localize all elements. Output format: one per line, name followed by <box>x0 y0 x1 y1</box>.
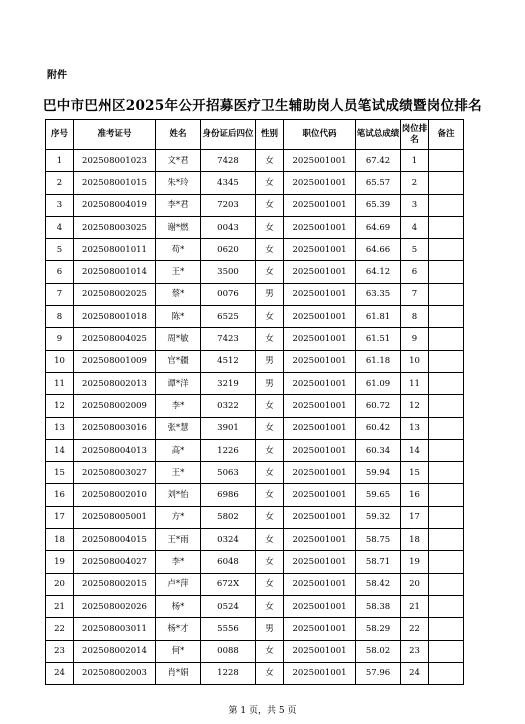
cell-exam-number: 202508002003 <box>74 662 156 684</box>
cell-remarks <box>429 573 464 595</box>
cell-exam-number: 202508001009 <box>74 350 156 372</box>
header-exam-number: 准考证号 <box>74 120 156 150</box>
cell-total-score: 59.94 <box>356 462 401 484</box>
table-row <box>46 216 464 238</box>
table-row <box>46 595 464 617</box>
cell-position-code: 2025001001 <box>284 529 356 551</box>
cell-position-rank: 22 <box>401 618 429 640</box>
cell-name: 刘*怡 <box>156 484 201 506</box>
cell-id-last-four: 7203 <box>201 194 256 216</box>
cell-exam-number: 202508004015 <box>74 529 156 551</box>
header-total-score: 笔试总成绩 <box>356 120 401 150</box>
cell-id-last-four: 4345 <box>201 172 256 194</box>
cell-name: 周*敏 <box>156 328 201 350</box>
cell-position-rank: 12 <box>401 395 429 417</box>
cell-position-rank: 6 <box>401 261 429 283</box>
cell-seq: 17 <box>46 506 74 528</box>
cell-position-rank: 7 <box>401 283 429 305</box>
cell-exam-number: 202508002015 <box>74 573 156 595</box>
cell-seq: 14 <box>46 439 74 461</box>
cell-remarks <box>429 194 464 216</box>
cell-gender: 女 <box>256 529 284 551</box>
cell-position-code: 2025001001 <box>284 662 356 684</box>
cell-total-score: 60.72 <box>356 395 401 417</box>
cell-exam-number: 202508001023 <box>74 150 156 172</box>
cell-gender: 女 <box>256 328 284 350</box>
cell-position-rank: 19 <box>401 551 429 573</box>
cell-name: 肖*娟 <box>156 662 201 684</box>
cell-name: 苟* <box>156 239 201 261</box>
cell-position-code: 2025001001 <box>284 194 356 216</box>
cell-remarks <box>429 328 464 350</box>
cell-position-code: 2025001001 <box>284 618 356 640</box>
cell-id-last-four: 3500 <box>201 261 256 283</box>
cell-remarks <box>429 595 464 617</box>
cell-total-score: 58.38 <box>356 595 401 617</box>
cell-gender: 女 <box>256 439 284 461</box>
cell-remarks <box>429 618 464 640</box>
cell-gender: 女 <box>256 484 284 506</box>
cell-position-code: 2025001001 <box>284 595 356 617</box>
cell-name: 高* <box>156 439 201 461</box>
cell-total-score: 58.42 <box>356 573 401 595</box>
cell-name: 杨*才 <box>156 618 201 640</box>
cell-position-code: 2025001001 <box>284 328 356 350</box>
cell-position-rank: 21 <box>401 595 429 617</box>
cell-total-score: 60.34 <box>356 439 401 461</box>
document-title: 巴中市巴州区2025年公开招募医疗卫生辅助岗人员笔试成绩暨岗位排名 <box>43 98 482 114</box>
cell-seq: 6 <box>46 261 74 283</box>
cell-position-rank: 14 <box>401 439 429 461</box>
cell-position-rank: 2 <box>401 172 429 194</box>
table-row <box>46 350 464 372</box>
cell-position-rank: 13 <box>401 417 429 439</box>
table-row <box>46 239 464 261</box>
cell-remarks <box>429 172 464 194</box>
cell-name: 王* <box>156 462 201 484</box>
table-row <box>46 640 464 662</box>
cell-position-rank: 10 <box>401 350 429 372</box>
cell-position-code: 2025001001 <box>284 417 356 439</box>
cell-seq: 9 <box>46 328 74 350</box>
table-row <box>46 150 464 172</box>
cell-total-score: 60.42 <box>356 417 401 439</box>
cell-id-last-four: 6048 <box>201 551 256 573</box>
cell-remarks <box>429 529 464 551</box>
cell-seq: 13 <box>46 417 74 439</box>
cell-position-rank: 8 <box>401 306 429 328</box>
cell-total-score: 61.81 <box>356 306 401 328</box>
cell-seq: 16 <box>46 484 74 506</box>
table-header-row <box>46 120 464 150</box>
cell-name: 官*疆 <box>156 350 201 372</box>
cell-seq: 12 <box>46 395 74 417</box>
cell-name: 卢*萍 <box>156 573 201 595</box>
table-row <box>46 662 464 684</box>
cell-exam-number: 202508003025 <box>74 216 156 238</box>
cell-total-score: 63.35 <box>356 283 401 305</box>
cell-position-code: 2025001001 <box>284 150 356 172</box>
cell-gender: 女 <box>256 417 284 439</box>
cell-gender: 女 <box>256 261 284 283</box>
header-position-rank: 岗位排名 <box>401 120 429 150</box>
cell-seq: 15 <box>46 462 74 484</box>
cell-position-code: 2025001001 <box>284 551 356 573</box>
cell-id-last-four: 4512 <box>201 350 256 372</box>
cell-id-last-four: 0324 <box>201 529 256 551</box>
cell-remarks <box>429 283 464 305</box>
cell-total-score: 67.42 <box>356 150 401 172</box>
cell-gender: 女 <box>256 640 284 662</box>
cell-total-score: 65.57 <box>356 172 401 194</box>
cell-position-rank: 11 <box>401 372 429 394</box>
cell-seq: 3 <box>46 194 74 216</box>
cell-remarks <box>429 506 464 528</box>
header-id-last-four: 身份证后四位 <box>201 120 256 150</box>
table-row <box>46 417 464 439</box>
cell-gender: 女 <box>256 662 284 684</box>
table-row <box>46 439 464 461</box>
cell-id-last-four: 6525 <box>201 306 256 328</box>
table-row <box>46 283 464 305</box>
cell-position-rank: 17 <box>401 506 429 528</box>
cell-total-score: 65.39 <box>356 194 401 216</box>
cell-gender: 女 <box>256 216 284 238</box>
cell-id-last-four: 5802 <box>201 506 256 528</box>
cell-total-score: 61.18 <box>356 350 401 372</box>
cell-seq: 1 <box>46 150 74 172</box>
cell-exam-number: 202508001018 <box>74 306 156 328</box>
cell-gender: 男 <box>256 618 284 640</box>
cell-gender: 女 <box>256 239 284 261</box>
cell-exam-number: 202508005001 <box>74 506 156 528</box>
table-row <box>46 618 464 640</box>
cell-total-score: 64.69 <box>356 216 401 238</box>
cell-position-code: 2025001001 <box>284 261 356 283</box>
cell-seq: 11 <box>46 372 74 394</box>
cell-total-score: 61.51 <box>356 328 401 350</box>
cell-id-last-four: 0620 <box>201 239 256 261</box>
cell-position-code: 2025001001 <box>284 640 356 662</box>
cell-name: 文*君 <box>156 150 201 172</box>
cell-gender: 男 <box>256 283 284 305</box>
cell-name: 何* <box>156 640 201 662</box>
cell-name: 杨* <box>156 595 201 617</box>
cell-remarks <box>429 484 464 506</box>
cell-position-rank: 20 <box>401 573 429 595</box>
cell-seq: 23 <box>46 640 74 662</box>
cell-exam-number: 202508002009 <box>74 395 156 417</box>
table-row <box>46 306 464 328</box>
cell-name: 蔡* <box>156 283 201 305</box>
cell-position-rank: 1 <box>401 150 429 172</box>
cell-total-score: 58.29 <box>356 618 401 640</box>
cell-name: 李*君 <box>156 194 201 216</box>
cell-seq: 10 <box>46 350 74 372</box>
table-row <box>46 529 464 551</box>
cell-remarks <box>429 462 464 484</box>
cell-seq: 8 <box>46 306 74 328</box>
score-ranking-table <box>45 119 464 685</box>
cell-position-code: 2025001001 <box>284 306 356 328</box>
cell-total-score: 64.66 <box>356 239 401 261</box>
cell-name: 张*慧 <box>156 417 201 439</box>
cell-seq: 4 <box>46 216 74 238</box>
cell-position-rank: 5 <box>401 239 429 261</box>
cell-position-rank: 24 <box>401 662 429 684</box>
cell-total-score: 58.02 <box>356 640 401 662</box>
header-remarks: 备注 <box>429 120 464 150</box>
cell-id-last-four: 1228 <box>201 662 256 684</box>
cell-remarks <box>429 640 464 662</box>
table-row <box>46 506 464 528</box>
cell-remarks <box>429 350 464 372</box>
cell-position-rank: 15 <box>401 462 429 484</box>
table-row <box>46 395 464 417</box>
table-row <box>46 484 464 506</box>
cell-remarks <box>429 372 464 394</box>
cell-exam-number: 202508001015 <box>74 172 156 194</box>
cell-exam-number: 202508003027 <box>74 462 156 484</box>
table-row <box>46 172 464 194</box>
cell-remarks <box>429 395 464 417</box>
cell-remarks <box>429 261 464 283</box>
cell-position-rank: 9 <box>401 328 429 350</box>
cell-id-last-four: 0524 <box>201 595 256 617</box>
cell-gender: 女 <box>256 506 284 528</box>
table-row <box>46 372 464 394</box>
cell-id-last-four: 0088 <box>201 640 256 662</box>
cell-remarks <box>429 417 464 439</box>
cell-name: 方* <box>156 506 201 528</box>
cell-exam-number: 202508003016 <box>74 417 156 439</box>
cell-name: 陈* <box>156 306 201 328</box>
cell-seq: 2 <box>46 172 74 194</box>
cell-exam-number: 202508002013 <box>74 372 156 394</box>
table-row <box>46 462 464 484</box>
cell-gender: 女 <box>256 595 284 617</box>
cell-gender: 女 <box>256 306 284 328</box>
cell-position-code: 2025001001 <box>284 462 356 484</box>
cell-gender: 女 <box>256 194 284 216</box>
cell-position-rank: 16 <box>401 484 429 506</box>
cell-position-code: 2025001001 <box>284 506 356 528</box>
cell-exam-number: 202508004025 <box>74 328 156 350</box>
cell-name: 王* <box>156 261 201 283</box>
cell-name: 朱*玲 <box>156 172 201 194</box>
cell-position-code: 2025001001 <box>284 350 356 372</box>
cell-remarks <box>429 662 464 684</box>
cell-total-score: 64.12 <box>356 261 401 283</box>
cell-position-code: 2025001001 <box>284 372 356 394</box>
cell-position-code: 2025001001 <box>284 395 356 417</box>
cell-position-code: 2025001001 <box>284 239 356 261</box>
cell-seq: 21 <box>46 595 74 617</box>
cell-exam-number: 202508001014 <box>74 261 156 283</box>
cell-id-last-four: 0322 <box>201 395 256 417</box>
cell-id-last-four: 1226 <box>201 439 256 461</box>
cell-name: 谭*洋 <box>156 372 201 394</box>
cell-exam-number: 202508004013 <box>74 439 156 461</box>
cell-position-code: 2025001001 <box>284 283 356 305</box>
cell-id-last-four: 672X <box>201 573 256 595</box>
header-name: 姓名 <box>156 120 201 150</box>
cell-seq: 5 <box>46 239 74 261</box>
cell-total-score: 58.71 <box>356 551 401 573</box>
cell-id-last-four: 5556 <box>201 618 256 640</box>
cell-total-score: 59.65 <box>356 484 401 506</box>
table-row <box>46 194 464 216</box>
cell-gender: 男 <box>256 350 284 372</box>
cell-remarks <box>429 150 464 172</box>
table-body <box>46 150 464 685</box>
cell-position-rank: 3 <box>401 194 429 216</box>
cell-total-score: 57.96 <box>356 662 401 684</box>
cell-gender: 女 <box>256 573 284 595</box>
cell-exam-number: 202508001011 <box>74 239 156 261</box>
cell-exam-number: 202508002010 <box>74 484 156 506</box>
cell-name: 李* <box>156 551 201 573</box>
cell-position-rank: 4 <box>401 216 429 238</box>
cell-id-last-four: 3901 <box>201 417 256 439</box>
table-row <box>46 551 464 573</box>
cell-gender: 女 <box>256 462 284 484</box>
cell-gender: 女 <box>256 395 284 417</box>
cell-seq: 22 <box>46 618 74 640</box>
cell-name: 王*雨 <box>156 529 201 551</box>
header-gender: 性别 <box>256 120 284 150</box>
cell-remarks <box>429 306 464 328</box>
cell-gender: 男 <box>256 372 284 394</box>
cell-id-last-four: 6986 <box>201 484 256 506</box>
cell-seq: 7 <box>46 283 74 305</box>
cell-total-score: 59.32 <box>356 506 401 528</box>
cell-name: 李* <box>156 395 201 417</box>
header-seq: 序号 <box>46 120 74 150</box>
cell-exam-number: 202508004027 <box>74 551 156 573</box>
cell-remarks <box>429 239 464 261</box>
attachment-label: 附件 <box>47 70 67 81</box>
cell-position-code: 2025001001 <box>284 484 356 506</box>
table-row <box>46 328 464 350</box>
table-row <box>46 261 464 283</box>
cell-exam-number: 202508004019 <box>74 194 156 216</box>
cell-gender: 女 <box>256 150 284 172</box>
cell-exam-number: 202508002025 <box>74 283 156 305</box>
cell-id-last-four: 7428 <box>201 150 256 172</box>
cell-exam-number: 202508002014 <box>74 640 156 662</box>
cell-remarks <box>429 216 464 238</box>
table-row <box>46 573 464 595</box>
cell-position-code: 2025001001 <box>284 439 356 461</box>
cell-remarks <box>429 439 464 461</box>
cell-exam-number: 202508003011 <box>74 618 156 640</box>
cell-id-last-four: 3219 <box>201 372 256 394</box>
cell-seq: 24 <box>46 662 74 684</box>
cell-seq: 18 <box>46 529 74 551</box>
cell-exam-number: 202508002026 <box>74 595 156 617</box>
cell-id-last-four: 5063 <box>201 462 256 484</box>
header-position-code: 职位代码 <box>284 120 356 150</box>
cell-position-rank: 18 <box>401 529 429 551</box>
cell-position-code: 2025001001 <box>284 172 356 194</box>
page-footer: 第 1 页，共 5 页 <box>228 706 297 716</box>
cell-name: 谢*燃 <box>156 216 201 238</box>
cell-gender: 女 <box>256 172 284 194</box>
cell-id-last-four: 0043 <box>201 216 256 238</box>
cell-remarks <box>429 551 464 573</box>
cell-position-rank: 23 <box>401 640 429 662</box>
cell-gender: 女 <box>256 551 284 573</box>
cell-id-last-four: 0076 <box>201 283 256 305</box>
cell-id-last-four: 7423 <box>201 328 256 350</box>
cell-position-code: 2025001001 <box>284 216 356 238</box>
cell-total-score: 58.75 <box>356 529 401 551</box>
cell-total-score: 61.09 <box>356 372 401 394</box>
cell-seq: 19 <box>46 551 74 573</box>
cell-seq: 20 <box>46 573 74 595</box>
cell-position-code: 2025001001 <box>284 573 356 595</box>
